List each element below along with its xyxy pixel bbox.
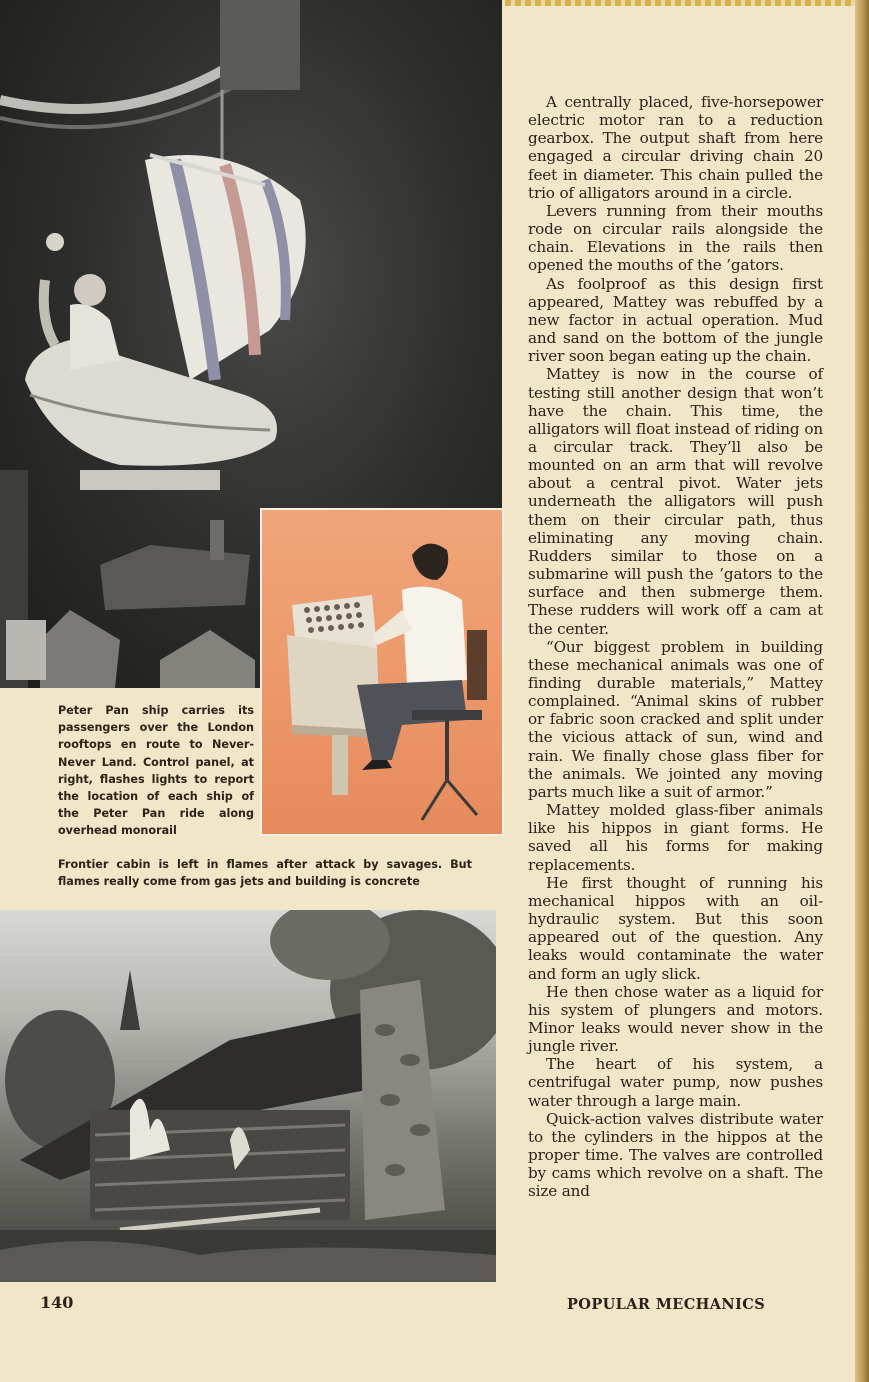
article-paragraph: He first thought of running his mechanical hippos with an oil-hydraulic system. But this soon appeared out of the question. Any leaks would contaminate the water and form an ugly slick.	[528, 873, 823, 983]
page-number: 140	[40, 1293, 74, 1312]
article-paragraph: Quick-action valves distribute water to the cylinders in the hippos at the proper time. The valves are controlled by cams which revolve on a shaft. The size and	[528, 1109, 823, 1201]
article-paragraph: “Our biggest problem in building these mechanical animals was one of finding durable materials,” Mattey complained. “Animal skins of rubber or fabric soon cracked and split under the vicious attack of sun, wind and rain. We finally chose glass fiber for the animals. We jointed any moving parts much like a suit of armor.”	[528, 637, 823, 801]
magazine-title: POPULAR MECHANICS	[567, 1296, 766, 1313]
article-column	[528, 93, 823, 1201]
caption-peter-pan-ship: Peter Pan ship carries its passengers over the London rooftops en route to Never-Never Land. Control panel, at right, flashes lights to report the location of each ship of the Peter Pan ride along overhead monorail	[58, 704, 254, 838]
article-paragraph: Mattey molded glass-fiber animals like his hippos in giant forms. He saved all his forms for making replacements.	[528, 801, 823, 874]
page-top-strip	[505, 0, 869, 6]
article-paragraph: The heart of his system, a centrifugal water pump, now pushes water through a large main.	[528, 1055, 823, 1110]
photo-frontier-cabin	[0, 910, 496, 1282]
page-binding-edge	[855, 0, 869, 1382]
caption-frontier-cabin: Frontier cabin is left in flames after attack by savages. But flames really come from gas jets and building is concrete	[58, 858, 472, 889]
article-paragraph: He then chose water as a liquid for his system of plungers and motors. Minor leaks would never show in the jungle river.	[528, 982, 823, 1056]
article-paragraph: Mattey is now in the course of testing still another design that won’t have the chain. This time, the alligators will float instead of riding on a circular track. They’ll also be mounted on an arm that will revolve about a central pivot. Water jets underneath the alligators will push them on their circular path, thus eliminating any moving chain. Rudders similar to those on a submarine will push the ’gators to the surface and then submerge them. These rudders will work off a cam at the center.	[528, 365, 823, 638]
article-paragraph: As foolproof as this design first appeared, Mattey was rebuffed by a new factor in actual operation. Mud and sand on the bottom of the jungle river soon began eating up the chain.	[528, 274, 823, 366]
article-paragraph: Levers running from their mouths rode on circular rails alongside the chain. Elevations in the rails then opened the mouths of the ’gators.	[528, 201, 823, 275]
photo-control-panel	[260, 508, 504, 836]
article-paragraph: A centrally placed, five-horsepower electric motor ran to a reduction gearbox. The output shaft from here engaged a circular driving chain 20 feet in diameter. This chain pulled the trio of alligators around in a circle.	[528, 93, 823, 202]
